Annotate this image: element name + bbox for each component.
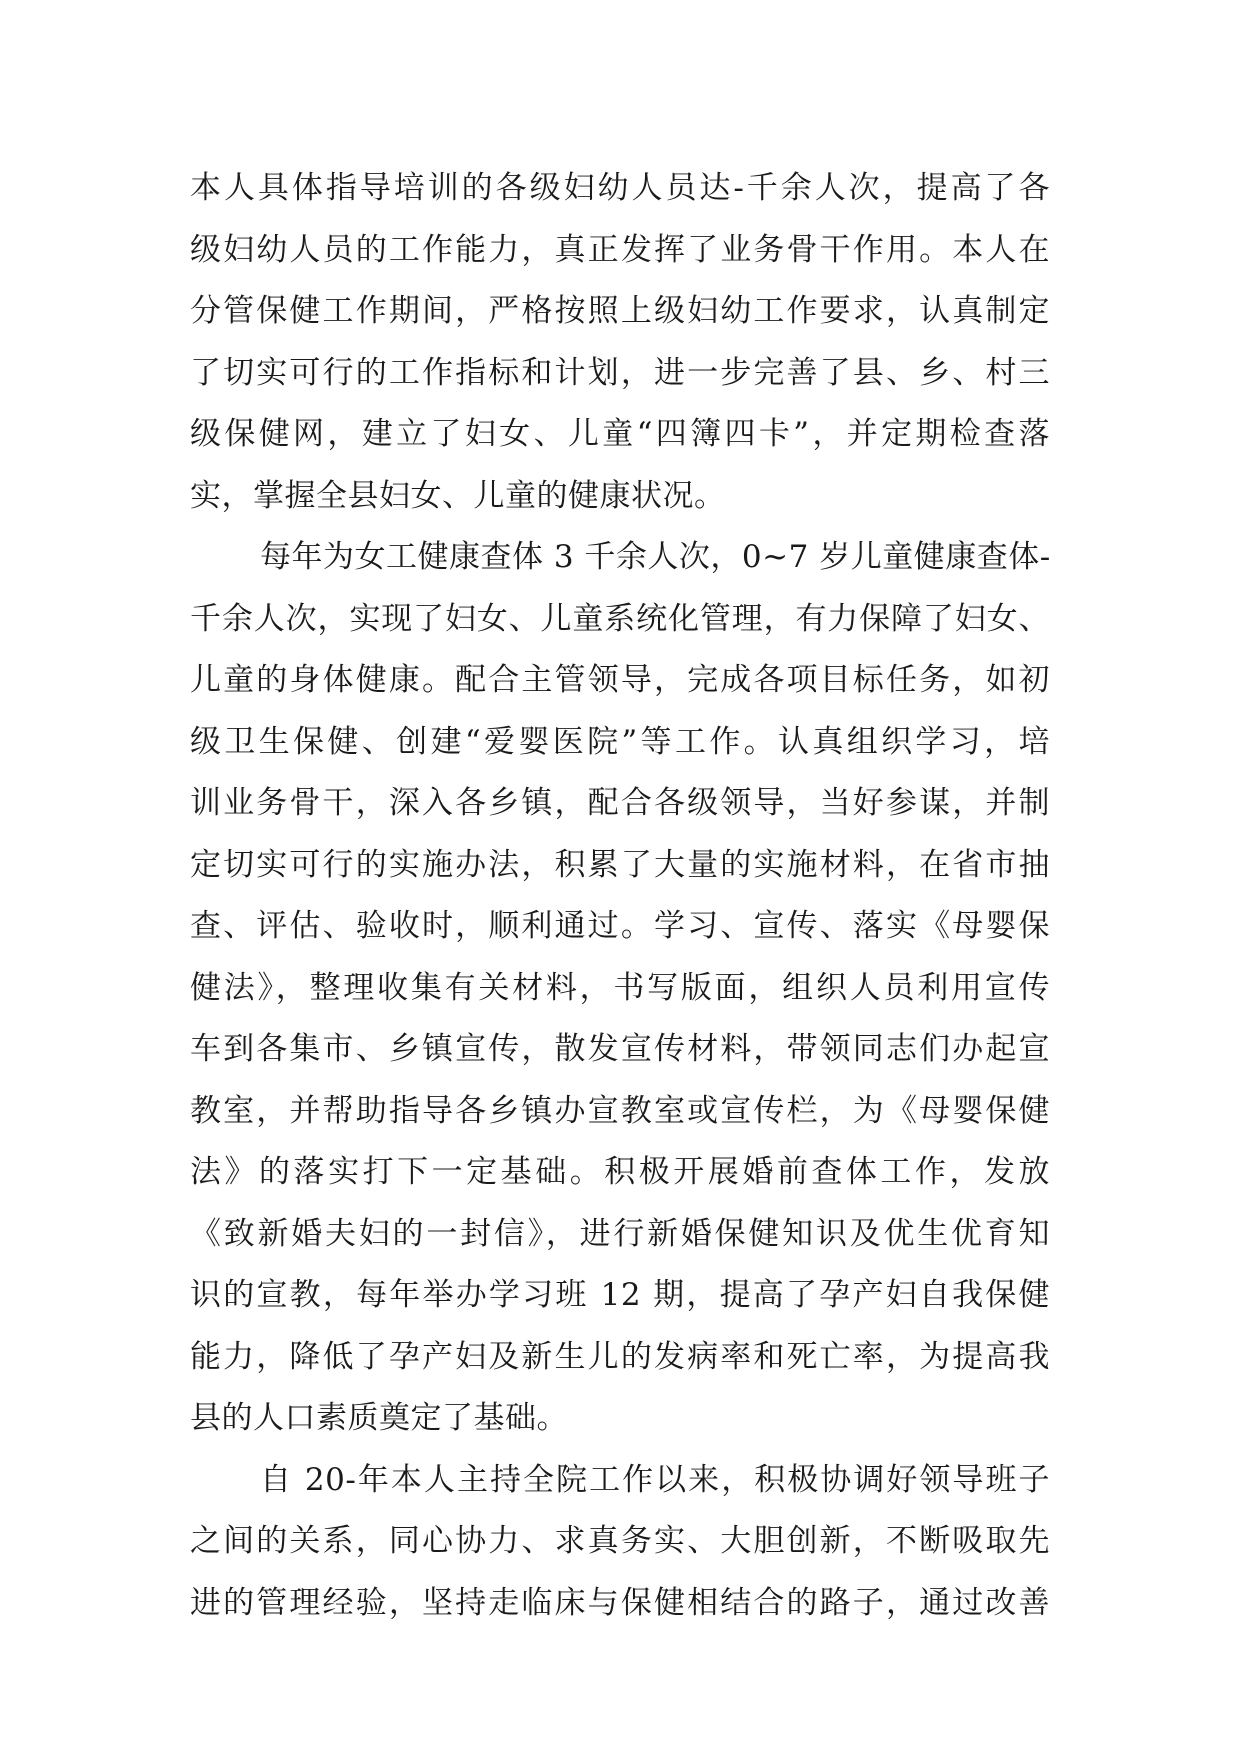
paragraph-2-line-4: 级卫生保健、创建“爱婴医院”等工作。认真组织学习，培: [190, 723, 1050, 760]
paragraph-2-line-15: 县的人口素质奠定了基础。: [190, 1400, 568, 1436]
paragraph-1-line-2: 级妇幼人员的工作能力，真正发挥了业务骨干作用。本人在: [190, 231, 1050, 268]
paragraph-2-line-7: 查、评估、验收时，顺利通过。学习、宣传、落实《母婴保: [190, 908, 1050, 944]
paragraph-2-line-11: 法》的落实打下一定基础。积极开展婚前查体工作，发放: [190, 1154, 1050, 1190]
paragraph-2-line-12: 《致新婚夫妇的一封信》，进行新婚保健知识及优生优育知: [190, 1215, 1050, 1252]
paragraph-2-line-13: 识的宣教，每年举办学习班 12 期，提高了孕产妇自我保健: [190, 1277, 1050, 1313]
paragraph-1-line-6: 实，掌握全县妇女、儿童的健康状况。: [190, 477, 726, 514]
paragraph-3-line-2: 之间的关系，同心协力、求真务实、大胆创新，不断吸取先: [190, 1523, 1050, 1559]
paragraph-2-line-8: 健法》，整理收集有关材料，书写版面，组织人员利用宣传: [190, 969, 1050, 1006]
paragraph-2-line-5: 训业务骨干，深入各乡镇，配合各级领导，当好参谋，并制: [190, 785, 1050, 821]
paragraph-2-line-14: 能力，降低了孕产妇及新生儿的发病率和死亡率，为提高我: [190, 1338, 1050, 1375]
paragraph-3-line-3: 进的管理经验，坚持走临床与保健相结合的路子，通过改善: [190, 1584, 1050, 1621]
paragraph-2-line-6: 定切实可行的实施办法，积累了大量的实施材料，在省市抽: [190, 846, 1050, 883]
paragraph-1-line-4: 了切实可行的工作指标和计划，进一步完善了县、乡、村三: [190, 354, 1050, 391]
paragraph-3-line-1: 自 20-年本人主持全院工作以来，积极协调好领导班子: [260, 1461, 1050, 1498]
paragraph-2-line-3: 儿童的身体健康。配合主管领导，完成各项目标任务，如初: [190, 662, 1050, 698]
paragraph-2-line-2: 千余人次，实现了妇女、儿童系统化管理，有力保障了妇女、: [190, 600, 1050, 637]
paragraph-1-line-3: 分管保健工作期间，严格按照上级妇幼工作要求，认真制定: [190, 293, 1050, 329]
paragraph-2-line-1: 每年为女工健康查体 3 千余人次，0~7 岁儿童健康查体-: [260, 539, 1051, 575]
paragraph-1-line-1: 本人具体指导培训的各级妇幼人员达-千余人次，提高了各: [190, 170, 1050, 206]
document-body: [190, 158, 1050, 1634]
paragraph-1-line-5: 级保健网，建立了妇女、儿童“四簿四卡”，并定期检查落: [190, 416, 1050, 452]
paragraph-2-line-9: 车到各集市、乡镇宣传，散发宣传材料，带领同志们办起宣: [190, 1031, 1050, 1067]
paragraph-2-line-10: 教室，并帮助指导各乡镇办宣教室或宣传栏，为《母婴保健: [190, 1092, 1050, 1129]
